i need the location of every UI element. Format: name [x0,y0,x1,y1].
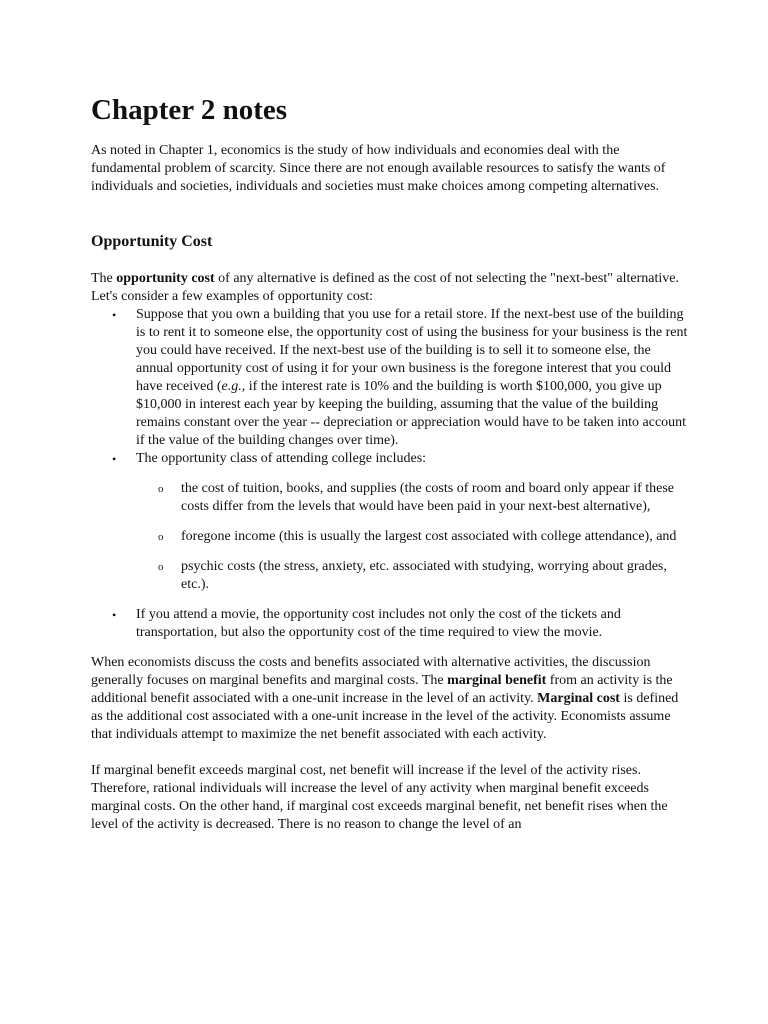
list-item-college [91,450,691,594]
intro-paragraph: As noted in Chapter 1, economics is the study of how individuals and economies deal with the fundamental problem of scarcity. Since there are not enough available resources to satisfy the wants of individuals and societies, individuals and societies must make choices among competing alternatives. [91,143,666,194]
term-marginal-cost: Marginal cost [537,691,620,706]
bullet3-text: If you attend a movie, the opportunity cost includes not only the cost of the tickets and transportation, but also the opportunity cost of the time required to view the movie. [136,607,621,640]
bullet-icon: • [112,608,117,622]
sublist-item-text: psychic costs (the stress, anxiety, etc. associated with studying, worrying about grades, etc.). [181,559,667,592]
circle-bullet-icon: o [158,531,164,543]
spacer [91,642,691,654]
term-marginal-benefit: marginal benefit [447,673,547,688]
sublist-item [136,558,691,594]
opportunity-cost-definition [91,270,691,306]
bullet-icon: • [112,308,117,322]
bullet1-post: if the interest rate is 10% and the building is worth $100,000, you give up $10,000 in interest each year by keeping the building, assuming that the value of the building remains constant over the year -- depreciation or appreciation would have to be taken into account if the value of the building changes over time). [136,379,687,448]
section-heading-opportunity-cost: Opportunity Cost [91,233,213,250]
circle-bullet-icon: o [158,483,164,495]
list-item-building [91,306,691,450]
bullet-icon: • [112,452,117,466]
page-title: Chapter 2 notes [91,94,288,126]
circle-bullet-icon: o [158,561,164,573]
bullet2-text: The opportunity class of attending college includes: [136,451,427,466]
marginal-c: is defined as the additional cost associated with a one-unit increase in the level of the activity. Economists assume that individuals attempt to maximize the net benefit associated with each activity. [91,691,679,742]
net-benefit-paragraph: If marginal benefit exceeds marginal cost, net benefit will increase if the level of the activity rises. Therefore, rational individuals will increase the level of any activity when marginal benefit exceeds marginal costs. On the other hand, if marginal cost exceeds marginal benefit, net benefit rises when the level of the activity is decreased. There is no reason to change the level of an [91,763,668,832]
sublist-item-text: foregone income (this is usually the largest cost associated with college attendance), and [181,529,677,544]
sublist-item-text: the cost of tuition, books, and supplies (the costs of room and board only appear if these costs differ from the levels that would have been paid in your next-best alternative), [181,481,675,514]
examples-list [91,306,691,642]
sublist-item [136,480,691,516]
list-item-movie [91,606,691,642]
oc-def-pre: The [91,271,117,286]
marginal-b: from an activity is the additional benefit associated with a one-unit increase in the level of an activity. [91,673,673,706]
bullet1-eg: e.g., [221,379,246,394]
sublist-item [136,528,691,546]
marginal-a: When economists discuss the costs and benefits associated with alternative activities, the discussion generally focuses on marginal benefits and marginal costs. The [91,655,651,688]
college-costs-sublist [136,480,691,594]
term-opportunity-cost: opportunity cost [116,271,215,286]
document-content [91,92,691,852]
bullet1-pre: Suppose that you own a building that you use for a retail store. If the next-best use of the building is to rent it to someone else, the opportunity cost of using the business for your business is the rent you could have received. If the next-best use of the building is to sell it to someone else, the annual opportunity cost of using it for your own business is the foregone interest that you could have received ( [136,307,688,394]
oc-def-post: of any alternative is defined as the cost of not selecting the "next-best" alternative. Let's consider a few examples of opportunity cost: [91,271,679,304]
marginal-paragraph [91,654,691,744]
